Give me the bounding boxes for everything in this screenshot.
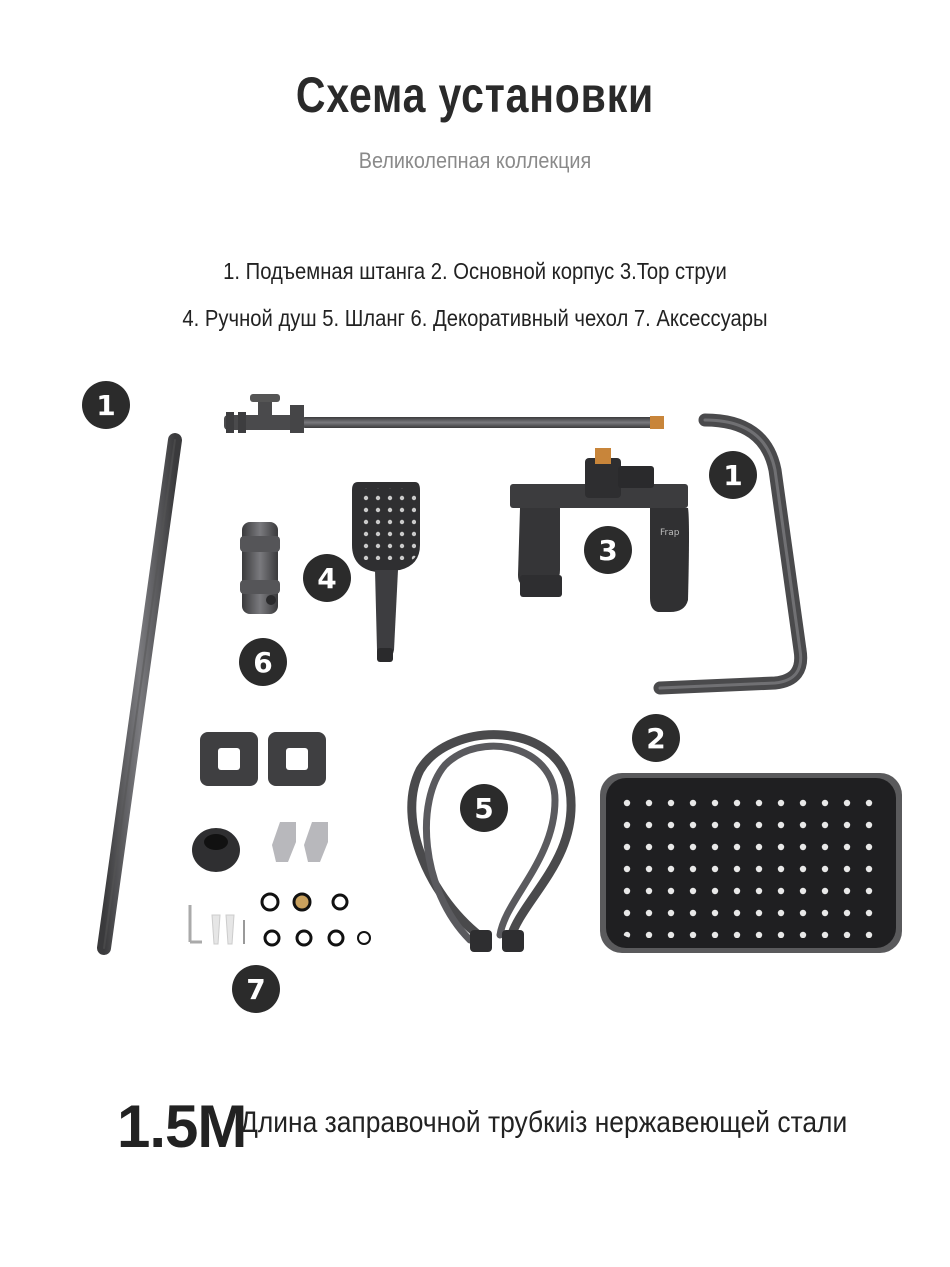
accessories <box>190 732 370 945</box>
legend-line-1: 1. Подъемная штанга 2. Основной корпус 3.Top струи <box>223 258 727 284</box>
badge-1-right-label: 1 <box>723 459 743 492</box>
brand-mark: Frap <box>660 528 680 538</box>
badge-7-label: 7 <box>246 973 266 1006</box>
hand-shower <box>352 482 420 662</box>
badge-2 <box>632 714 680 762</box>
decorative-cover <box>240 522 280 614</box>
legend-line-2: 4. Ручной душ 5. Шланг 6. Декоративный чехол 7. Аксессуары <box>182 305 768 331</box>
badge-1-left-label: 1 <box>96 389 116 422</box>
badge-1-left <box>82 381 130 429</box>
badge-4-label: 4 <box>317 562 337 595</box>
badge-2-label: 2 <box>646 722 666 755</box>
shower-hose <box>412 735 571 952</box>
page-subtitle: Великолепная коллекция <box>358 148 592 173</box>
rain-shower-head <box>600 773 902 953</box>
hose-length-caption <box>0 1092 950 1162</box>
badge-3 <box>584 526 632 574</box>
badge-3-label: 3 <box>598 534 618 567</box>
badge-5-label: 5 <box>474 792 494 825</box>
hose-length-value: 1.5M <box>117 1093 247 1160</box>
badge-6-label: 6 <box>253 646 273 679</box>
badge-4 <box>303 554 351 602</box>
badge-7 <box>232 965 280 1013</box>
page-title: Схема установки <box>295 67 655 123</box>
badge-6 <box>239 638 287 686</box>
slide-bar-horizontal <box>224 394 664 433</box>
badge-1-right <box>709 451 757 499</box>
slide-bar-long <box>104 440 175 948</box>
badge-5 <box>460 784 508 832</box>
hose-length-text: Длина заправочной трубкиiз нержавеющей стали <box>240 1106 848 1139</box>
